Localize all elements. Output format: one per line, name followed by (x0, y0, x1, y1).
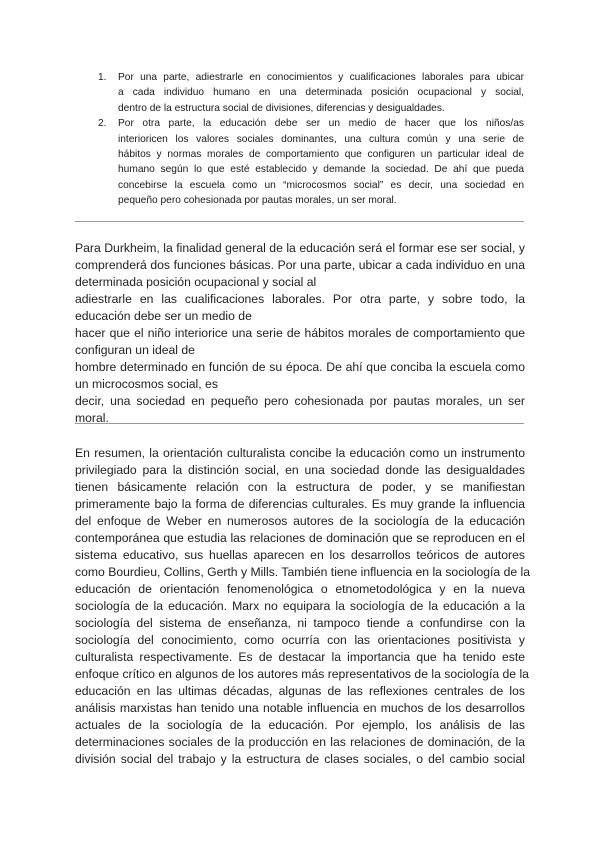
text-line: educación en las ultimas décadas, algunas de las reflexiones centrales de los (75, 684, 525, 698)
text-line: Por una parte, adiestrarle en conocimientos y cualificaciones laborales para ubicar (118, 72, 524, 83)
text-line: como Bourdieu, Collins, Gerth y Mills. También tiene influencia en la sociología de la (75, 565, 531, 579)
paragraph-resumen (75, 445, 531, 768)
text-line: adiestrarle en las cualificaciones laborales. Por otra parte, y sobre todo, la (75, 292, 525, 306)
text-line: sociología de la educación. Marx no equipara la sociología de la educación a la (75, 599, 525, 613)
text-line: comprenderá dos funciones básicas. Por una parte, ubicar a cada individuo en una (75, 258, 525, 272)
text-line: humano según lo que esté establecido y demande la sociedad. De ahí que pueda (118, 164, 524, 176)
list-item-2 (98, 116, 524, 208)
text-line: educación debe ser un medio de (75, 309, 252, 323)
text-line: educación de orientación fenomenológica o etnometodológica y en la nueva (75, 582, 525, 596)
horizontal-divider (75, 423, 524, 424)
paragraph-durkheim (75, 240, 525, 427)
text-line: decir, una sociedad en pequeño pero cohesionada por pautas morales, un ser (75, 394, 525, 408)
text-line: configuran un ideal de (75, 343, 195, 357)
list-item-text (118, 70, 524, 116)
text-line: un microcosmos social, es (75, 377, 218, 391)
text-line: análisis marxistas han tenido una notable influencia en muchos de los desarrollos (75, 701, 525, 715)
text-line: a cada individuo humano en una determinada posición ocupacional y social, (118, 87, 524, 99)
list-number: 2. (98, 118, 107, 130)
text-line: sociología del sistema de enseñanza, ni tampoco tiende a confundirse con la (75, 616, 525, 630)
text-line: enfoque crítico en algunos de los autores más representativos de la sociología de la (75, 667, 529, 681)
text-line: culturalista respectivamente. Es de destacar la importancia que ha tenido este (75, 650, 525, 664)
text-line: pequeño pero cohesionada por pautas morales, un ser moral. (118, 195, 397, 207)
text-line: sistema educativo, sus huellas aparecen en los desarrollos teóricos de autores (75, 548, 525, 562)
text-line: privilegiado para la distinción social, en una sociedad donde las desigualdades (75, 463, 525, 477)
text-line: hombre determinado en función de su época. De ahí que conciba la escuela como (75, 360, 525, 374)
text-line: Para Durkheim, la finalidad general de la educación será el formar ese ser social, y (75, 241, 525, 255)
text-line: contemporánea que estudia las relaciones de dominación que se reproducen en el (75, 531, 525, 545)
text-line: actuales de la sociología de la educación. Por ejemplo, los análisis de las (75, 718, 525, 732)
text-line: división social del trabajo y la estructura de clases sociales, o del cambio social (75, 752, 525, 766)
text-line: determinada posición ocupacional y social al (75, 275, 317, 289)
horizontal-divider (75, 221, 524, 222)
text-line: En resumen, la orientación culturalista concibe la educación como un instrumento (75, 446, 525, 460)
text-line: tienen básicamente relación con la estructura de poder, y se manifiestan (75, 480, 525, 494)
numbered-list (98, 70, 524, 209)
list-item-text (118, 116, 524, 208)
text-line: interioricen los valores sociales dominantes, una cultura común y una serie de (118, 133, 524, 145)
text-line: hacer que el niño interiorice una serie de hábitos morales de comportamiento que (75, 326, 525, 340)
list-item-1 (98, 70, 524, 116)
text-line: concebirse la escuela como un “microcosmos social” es decir, una sociedad en (118, 179, 524, 191)
text-line: hábitos y normas morales de comportamiento que configuren un particular ideal de (118, 149, 524, 161)
text-line: primeramente bajo la forma de diferencias culturales. Es muy grande la influencia (75, 497, 525, 511)
list-number: 1. (98, 72, 107, 83)
text-line: determinaciones sociales de la producción en las relaciones de dominación, de la (75, 735, 525, 749)
text-line: dentro de la estructura social de divisiones, diferencias y desigualdades. (118, 102, 445, 114)
text-line: del enfoque de Weber en numerosos autores de la sociología de la educación (75, 514, 525, 528)
text-line: sociología del conocimiento, como ocurría con las orientaciones positivista y (75, 633, 525, 647)
text-line: moral. (75, 411, 109, 425)
text-line: Por otra parte, la educación debe ser un medio de hacer que los niños/as (118, 118, 524, 130)
